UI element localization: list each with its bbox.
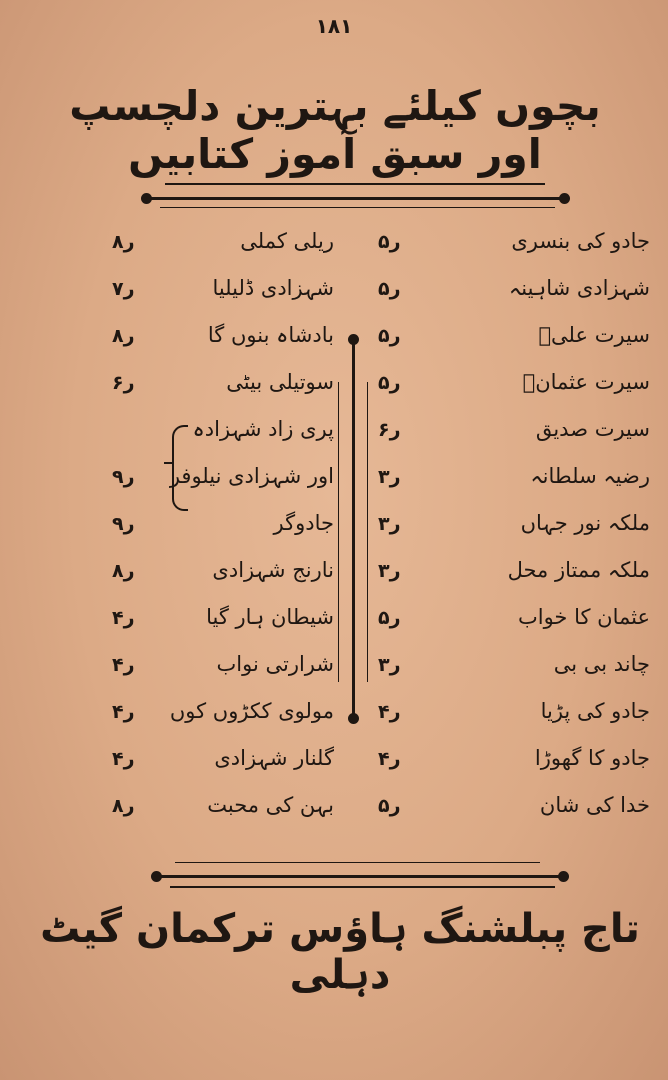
book-price: ۴ر (112, 701, 135, 723)
bottom-rule-right-dot (558, 871, 569, 882)
book-title: رضیہ سلطانہ (530, 464, 650, 488)
book-list-item (112, 366, 352, 413)
book-price: ۶ر (378, 419, 401, 441)
book-price: ۳ر (378, 560, 401, 582)
top-rule-left-dot (141, 193, 152, 204)
top-rule-underline (160, 207, 555, 208)
book-price: ۹ر (112, 513, 135, 535)
two-title-brace-tip (164, 462, 173, 464)
book-title: سیرت صدیق (535, 417, 650, 441)
book-price: ۸ر (112, 560, 135, 582)
book-price: ۳ر (378, 466, 401, 488)
book-list-item (112, 648, 352, 695)
page-title: بچوں کیلئے بہترین دلچسپ اور سبق آموز کتابیں (69, 82, 601, 178)
book-title: بہن کی محبت (207, 793, 334, 817)
book-title: ریلی کملی (240, 229, 334, 253)
book-price: ۴ر (112, 654, 135, 676)
publisher-name: تاج پبلشنگ ہاؤس ترکمان گیٹ دہلی (40, 906, 640, 998)
top-rule-thin (165, 183, 545, 185)
book-list-item (360, 413, 650, 460)
book-price: ۸ر (112, 795, 135, 817)
center-divider-right (367, 382, 368, 682)
book-list-item (360, 225, 650, 272)
book-list-item (360, 319, 650, 366)
book-title: نارنج شہزادی (212, 558, 334, 582)
top-rule-right-dot (559, 193, 570, 204)
book-title: ملکہ نور جہاں (520, 511, 650, 535)
two-title-brace (172, 425, 188, 511)
book-price: ۹ر (112, 466, 135, 488)
book-title: شیطان ہار گیا (206, 605, 334, 629)
book-price: ۴ر (112, 748, 135, 770)
book-price: ۴ر (378, 748, 401, 770)
book-title: خدا کی شان (539, 793, 650, 817)
book-price: ۵ر (378, 607, 401, 629)
book-list-item (112, 272, 352, 319)
bottom-rule-underline (170, 886, 555, 888)
book-list-item (112, 789, 352, 836)
book-title: عثمان کا خواب (517, 605, 650, 629)
book-list-item (112, 554, 352, 601)
book-title: ملکہ ممتاز محل (507, 558, 650, 582)
book-title: شہزادی شاہینہ (508, 276, 650, 300)
book-title: اور شہزادی نیلوفر (169, 464, 334, 488)
book-price: ۵ر (378, 278, 401, 300)
book-title: سیرت عثمانؓ (522, 370, 650, 394)
book-title: گلنار شہزادی (214, 746, 334, 770)
book-price: ۳ر (378, 513, 401, 535)
book-list-item (360, 554, 650, 601)
book-title: پری زاد شہزادہ (192, 417, 334, 441)
book-list-item (360, 695, 650, 742)
book-price: ۵ر (378, 372, 401, 394)
top-rule-main (150, 197, 565, 200)
book-list-item (360, 460, 650, 507)
center-divider-main (352, 340, 355, 718)
book-list-item (112, 319, 352, 366)
left-book-list (112, 225, 352, 836)
book-list-item (112, 413, 352, 460)
page-number: ۱۸۱ (315, 14, 353, 38)
book-list-item (112, 601, 352, 648)
book-list-item (360, 366, 650, 413)
right-book-list (360, 225, 650, 836)
book-price: ۳ر (378, 654, 401, 676)
book-list-item (112, 460, 352, 507)
book-title: بادشاہ بنوں گا (207, 323, 334, 347)
book-title: جادو کی بنسری (511, 229, 650, 253)
book-price: ۵ر (378, 231, 401, 253)
book-title: مولوی ککڑوں کوں (169, 699, 334, 723)
book-title: جادو کا گھوڑا (534, 746, 650, 770)
book-price: ۶ر (112, 372, 135, 394)
book-price: ۸ر (112, 325, 135, 347)
bottom-rule-thin (175, 862, 540, 863)
book-list-item (112, 695, 352, 742)
book-title: جادو کی پڑیا (540, 699, 650, 723)
book-list-item (360, 272, 650, 319)
book-price: ۵ر (378, 795, 401, 817)
book-price: ۷ر (112, 278, 135, 300)
book-list-item (360, 648, 650, 695)
book-list-item (360, 742, 650, 789)
book-title: چاند بی بی (553, 652, 650, 676)
book-title: شہزادی ڈلیلیا (212, 276, 334, 300)
book-list-item (112, 225, 352, 272)
book-title: جادوگر (273, 511, 334, 535)
book-price: ۴ر (378, 701, 401, 723)
book-price: ۴ر (112, 607, 135, 629)
bottom-rule-left-dot (151, 871, 162, 882)
bottom-rule-main (160, 875, 565, 878)
book-title: سیرت علیؓ (538, 323, 650, 347)
book-title: شرارتی نواب (216, 652, 334, 676)
book-list-item (112, 507, 352, 554)
book-list-item (360, 507, 650, 554)
book-list-item (360, 601, 650, 648)
book-price: ۸ر (112, 231, 135, 253)
book-price: ۵ر (378, 325, 401, 347)
book-list-item (112, 742, 352, 789)
book-title: سوتیلی بیٹی (226, 370, 334, 394)
book-list-item (360, 789, 650, 836)
